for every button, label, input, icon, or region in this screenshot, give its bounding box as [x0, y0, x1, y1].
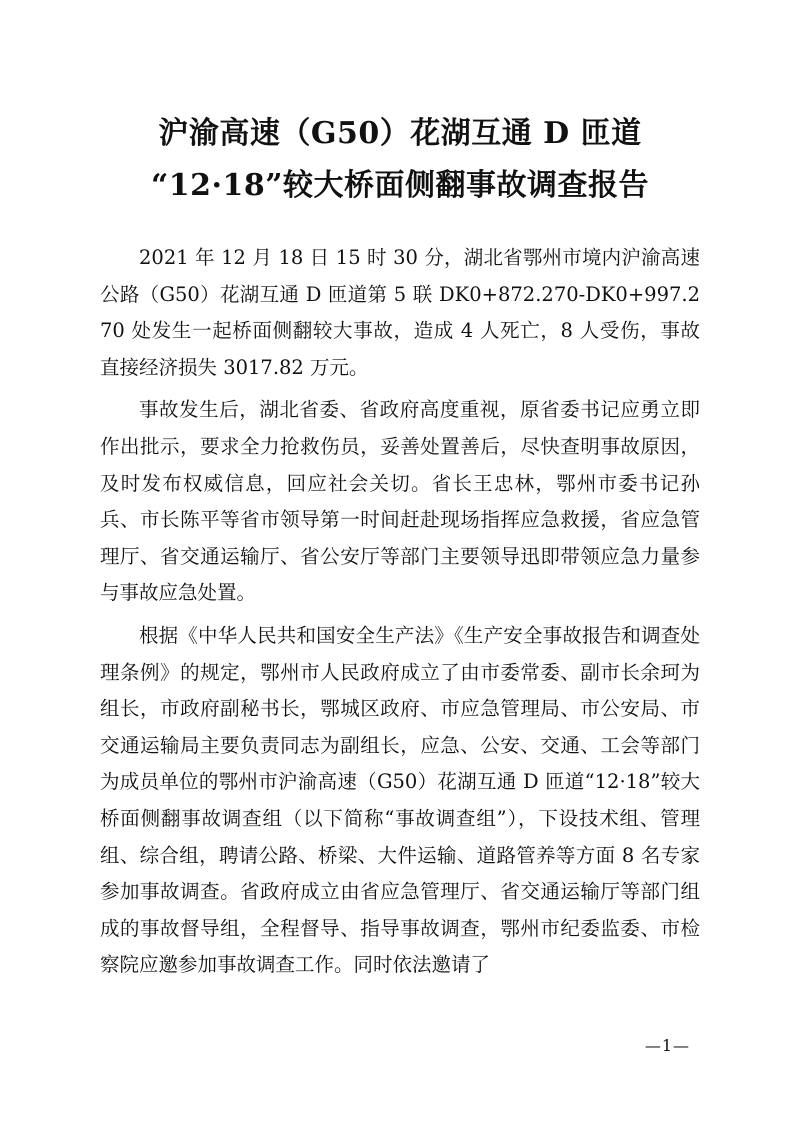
paragraph-emergency-response: 事故发生后，湖北省委、省政府高度重视，原省委书记应勇立即作出批示，要求全力抢救伤员，妥善处置善后，尽快查明事故原因，及时发布权威信息，回应社会关切。省长王忠林，鄂州市委书记孙兵、市长陈平等省市领导第一时间赶赴现场指挥应急救援，省应急管理厅、省交通运输厅、省公安厅等部门主要领导迅即带领应急力量参与事故应急处置。 [100, 398, 700, 605]
page-number: —1— [644, 1036, 690, 1055]
report-body [100, 240, 700, 990]
title-line-1: 沪渝高速（G50）花湖互通 D 匝道 [158, 116, 642, 151]
paragraph-accident-summary: 2021 年 12 月 18 日 15 时 30 分，湖北省鄂州市境内沪渝高速公路（G50）花湖互通 D 匝道第 5 联 DK0+872.270-DK0+997.270 处发生一起桥面侧翻较大事故，造成 4 人死亡，8 人受伤，事故直接经济损失 3017.82 万元。 [100, 246, 700, 379]
paragraph-investigation-team: 根据《中华人民共和国安全生产法》《生产安全事故报告和调查处理条例》的规定，鄂州市人民政府成立了由市委常委、副市长余珂为组长，市政府副秘书长，鄂城区政府、市应急管理局、市公安局、市交通运输局主要负责同志为副组长，应急、公安、交通、工会等部门为成员单位的鄂州市沪渝高速（G50）花湖互通 D 匝道“12·18”较大桥面侧翻事故调查组（以下简称“事故调查组”），下设技术组、管理组、综合组，聘请公路、桥梁、大件运输、道路管养等方面 8 名专家参加事故调查。省政府成立由省应急管理厅、省交通运输厅等部门组成的事故督导组，全程督导、指导事故调查，鄂州市纪委监委、市检察院应邀参加事故调查工作。同时依法邀请了 [100, 623, 700, 977]
title-line-2: “12·18”较大桥面侧翻事故调查报告 [151, 168, 649, 203]
report-title [0, 108, 800, 212]
